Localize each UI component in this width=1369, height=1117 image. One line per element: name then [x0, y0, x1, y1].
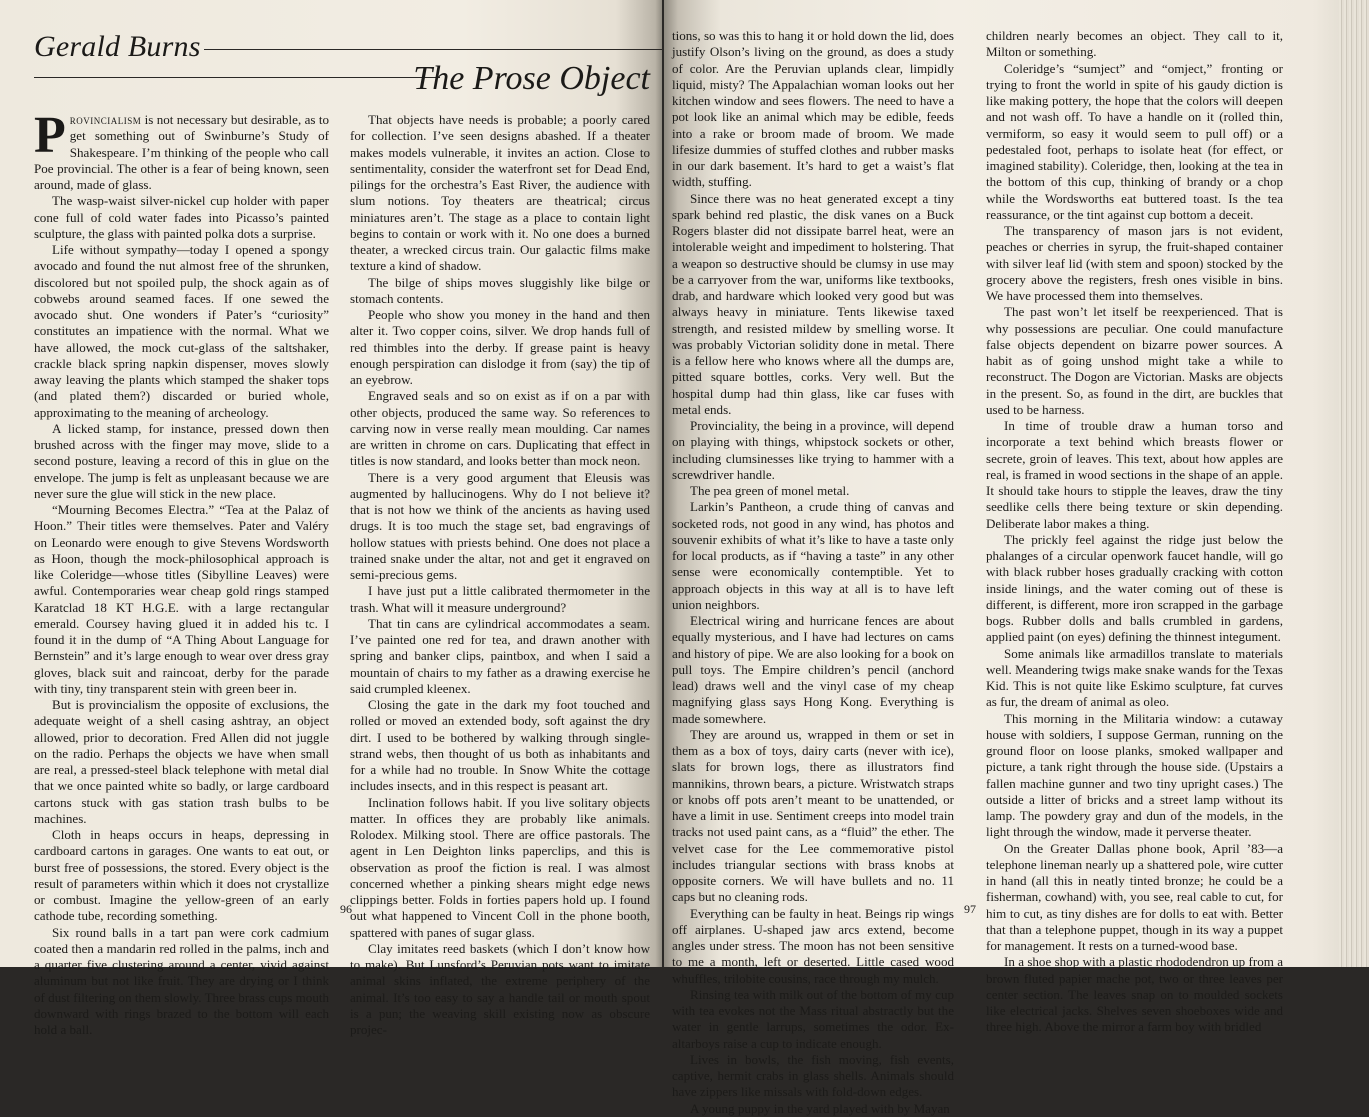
essay-title: The Prose Object [413, 60, 650, 97]
paragraph: Everything can be faulty in heat. Beings rip wings off airplanes. U-shaped jaw arcs extend, become angles under stress. The moon has not been sensitive to me a month, left or deserted. Little cased wood whuffles, trilobite cousins, race through my mulch. [672, 905, 954, 986]
paragraph: Provinciality, the being in a province, will depend on playing with things, whipstock sockets or other, including clumsinesses like trying to hammer with a screwdriver handle. [672, 418, 954, 482]
right-page [664, 0, 1369, 1116]
paragraph: In time of trouble draw a human torso and incorporate a text behind which breasts flower or secrete, groin of leaves. This text, about how apples are real, is framed in wood sections in the shape of an apple. It should take hours to stipple the leaves, draw the tiny seedlike cells there being texture or skin depending. Deliberate labor makes a thing. [986, 418, 1283, 531]
paragraph: Inclination follows habit. If you live solitary objects matter. In offices they are probably like animals. Rolodex. Milking stool. There are office pastorals. The agent in Len Deighton links paperclips, and this is observation as proof the fiction is real. I was almost concerned whether a pinking shears might edge news clippings better. Folds in forties papers hold up. I found out what happened to Vincent Coll in the phone booth, spattered with panes of sugar glass. [350, 794, 650, 940]
paragraph: Engraved seals and so on exist as if on a par with other objects, produced the same way. So references to carving now in verse really mean moulding. Car names are written in chrome on cars. Duplicating that effect in titles is now standard, and looks better than mock neon. [350, 388, 650, 469]
opening-text: is not necessary but desirable, as to get something out of Swinburne’s Study of Shakespeare. I’m thinking of the people who call Poe provincial. The other is a fear of being known, seen around, made of glass. [34, 112, 329, 192]
paragraph: Larkin’s Pantheon, a crude thing of canvas and socketed rods, not good in any wind, has photos and souvenir exhibits of what it’s like to have a taste only for local products, as if “having a taste” in any other sense were economically contemptible. Yet to approach objects in this way at all is to have left union neighbors. [672, 499, 954, 612]
paragraph: In a shoe shop with a plastic rhododendron up from a brown fluted papier mache pot, two or three leaves per center section. The leaves snap on to moulded sockets like electrical jacks. Shelves seven shoeboxes wide and three high. Above the mirror a farm boy with bridled [986, 954, 1283, 1035]
paragraph: That tin cans are cylindrical accommodates a seam. I’ve painted one red for tea, and drawn another with spring and banker clips, paintbox, and when I said a mountain of chairs to my father as a drawing exercise he said crumpled kleenex. [350, 615, 650, 696]
paragraph: Life without sympathy—today I opened a spongy avocado and found the nut almost free of the shrunken, discolored but not spoiled pulp, the shock again as of cobwebs around seamed faces. If one sewed the avocado shut. One wonders if Pater’s “curiosity” constitutes an impatience with the normal. What we have allowed, the mock cut-glass of the saltshaker, crackle black spring napkin dispenser, moves slowly away leaving the plants which stamped the shaker tops (and plated them?) discarded or buried whole, approximating to the meaning of archeology. [34, 242, 329, 420]
paragraph: They are around us, wrapped in them or set in them as a box of toys, dairy carts (never with ice), slats for brown logs, there as illustrators find mannikins, thrown bears, a picture. Wristwatch straps or knobs off pots aren’t meant to be unattended, or have a limit in use. Sentiment creeps into model train tracks not used paint cans, as a “fluid” the ether. The velvet case for the Lee commemorative pistol includes triangular sections with brass knobs at opposite corners. We will have bullets and no. 11 caps but no cleaning rods. [672, 726, 954, 905]
paragraph: The past won’t let itself be reexperienced. That is why possessions are peculiar. One could manufacture false objects dependent on bizarre power sources. A habit as of going unshod might take a while to reconstruct. The Dogon are Victorian. Masks are objects in the present. So, as found in the dirt, are buckles that used to be harness. [986, 304, 1283, 417]
page-number-left: 96 [340, 902, 352, 916]
left-page-column-1 [34, 107, 329, 1038]
header-rule-top [204, 49, 662, 50]
paragraph: This morning in the Militaria window: a cutaway house with soldiers, I suppose German, running on the ground floor on loose planks, smoked wallpaper and picture, a tank right through the house side. (Upstairs a fallen machine gunner and two tiny upright cases.) The outside a litter of bricks and a street lamp without its lamp. The powdery gray and dun of the models, in the light through the window, made it perverse theater. [986, 710, 1283, 840]
paragraph: A licked stamp, for instance, pressed down then brushed across with the finger may move, slide to a second posture, leaving a record of this in glue on the envelope. The jump is felt as unpleasant because we are never sure the glue will stick in the new place. [34, 420, 329, 501]
paragraph: children nearly becomes an object. They call to it, Milton or something. [986, 28, 1283, 60]
drop-cap: P [34, 107, 66, 164]
paragraph: tions, so was this to hang it or hold down the lid, does justify Olson’s living on the ground, as does a study of color. Are the Peruvian uplands clear, limpidly liquid, misty? The Appalachian woman looks out her kitchen window and sees flowers. The need to have a pot look like an animal which may be edible, feeds into a rake or broom made of broom. We made lifesize dummies of stuffed clothes and rubber masks in our dark basement. It’s hard to get a waist’s flat width, stuffing. [672, 28, 954, 190]
paragraph: The pea green of monel metal. [690, 483, 850, 498]
paragraph: The bilge of ships moves sluggishly like bilge or stomach contents. [350, 274, 650, 306]
opening-smallcaps: rovincialism [69, 112, 142, 127]
page-number-right: 97 [964, 902, 976, 916]
paragraph: But is provincialism the opposite of exclusions, the adequate weight of a shell casing ashtray, an object allowed, prior to decoration. Fred Allen did not juggle on the radio. Perhaps the objects we have when small are real, a pressed-steel black telephone with metal dial that we once painted white so badly, or large cardboard cartons stuck with gas station trash bulbs to be machines. [34, 697, 329, 826]
paragraph: Lives in bowls, the fish moving, fish events, captive, hermit crabs in glass shells. Animals should have zippers like missals with fold-down edges. [672, 1051, 954, 1100]
paragraph: Rinsing tea with milk out of the bottom of my cup with tea evokes not the Mass ritual abstractly but the water in gentle larrups, sometimes the odor. Ex-altarboys raise a cup to indicate enough. [672, 986, 954, 1051]
paragraph: The wasp-waist silver-nickel cup holder with paper cone full of cold water fades into Picasso’s painted sculpture, the glass with painted polka dots a surprise. [34, 193, 329, 241]
paragraph: Some animals like armadillos translate to materials well. Meandering twigs make snake wands for the Texas Kid. This is not quite like Eskimo sculpture, fat curves as fur, the dream of animal as oleo. [986, 645, 1283, 710]
paragraph [34, 107, 329, 193]
paragraph: Since there was no heat generated except a tiny spark behind red plastic, the disk vanes on a Buck Rogers blaster did not dissipate barrel heat, were an intolerable weight and impediment to holstering. That a weapon so destructive should be clumsy in use may be a carryover from the war, uniforms like textbooks, drab, and hardware which looked very good but was always heavy in miniature. Tents likewise taxed strength, and resisted mildew by smelling worse. It was probably Victorian solidity done in metal. There is a fellow here who knows where all the dumps are, pitted square bottles, corks. Very well. But the hospital dump had thin glass, like car fuses with metal ends. [672, 190, 954, 417]
left-page [0, 0, 662, 1037]
paragraph: Clay imitates reed baskets (which I don’t know how to make). But Lunsford’s Peruvian pots want to imitate animal skins inflated, the extreme periphery of the animal. It’s too easy to say a handle tail or mouth spout is a pun; the weaving skill existing now as obscure projec- [350, 940, 650, 1037]
paragraph: People who show you money in the hand and then alter it. Two copper coins, silver. We drop hands full of red thimbles into the derby. If grease paint is heavy enough perspiration can dislodge it from (say) the tip of an eyebrow. [350, 307, 650, 387]
paragraph: I have just put a little calibrated thermometer in the trash. What will it measure underground? [350, 583, 650, 615]
paragraph: There is a very good argument that Eleusis was augmented by hallucinogens. Why do I not believe it? that is not how we think of the ancients as having used drugs. It is too much the stage set, bad engravings of hollow statues with priests behind. One does not place a trained snake under the altar, not and get it engraved on semi-precious gems. [350, 469, 650, 582]
paragraph: A young puppy in the yard played with by Mayan [690, 1100, 950, 1116]
paragraph: Coleridge’s “sumject” and “omject,” fronting or trying to front the world in spite of his gaudy diction is like making pottery, the hope that the colors will deepen and not wash off. To have a handle on it (rolled thin, vermiform, so easy it would seem to pull off) or a pedestaled foot, perhaps to isolate heat (for effect, or imagined stability). Coleridge, then, looking at the tea in the bottom of this cup, thinking of brandy or a chop while the Wordsworths eat buttered toast. Is the tea reassurance, or the tint against cup bottom a deceit. [986, 60, 1283, 222]
paragraph: Six round balls in a tart pan were cork cadmium coated then a mandarin red rolled in the palms, inch and a quarter five clustering around a center, vivid against aluminum but not like fruit. They are drying or I think of dust filtering on them slowly. Three brass cups mouth downward with rings brazed to the bottom will each hold a ball. [34, 924, 329, 1037]
paragraph: Electrical wiring and hurricane fences are about equally mysterious, and I have had lectures on cams and history of pipe. We are also looking for a book on pull toys. The Empire children’s pencil (anchord lead) draws well and the vinyl case of my cheap magnifying glass says Hong Kong. Everything is made somewhere. [672, 613, 954, 726]
paragraph: Cloth in heaps occurs in heaps, depressing in cardboard cartons in garages. One wants to eat out, or burst free of possessions, the stored. Every object is the result of parameters within which it does not crystallize or combust. Imagine the yellow-green of an early cathode tube, recording something. [34, 827, 329, 924]
paragraph: “Mourning Becomes Electra.” “Tea at the Palaz of Hoon.” Their titles were themselves. Pater and Valéry on Leonardo were enough to give Stevens Wordsworth as Hoon, though the mock-philosophical approach is like Coleridge—whose titles (Sibylline Leaves) were awful. Contemporaries wear cheap gold rings stamped Karatclad 18 KT H.G.E. with a large rectangular emerald. Coursey having glued it in added his tc. I found it in the dump of “A Thing About Language for Bernstein” and it’s large enough to wear over dress gray gloves, black suit and raincoat, derby for the parade with tiny, tiny transparent stein with green beer in. [34, 502, 329, 696]
author-name: Gerald Burns [34, 30, 201, 63]
paragraph: The transparency of mason jars is not evident, peaches or cherries in syrup, the fruit-shaped container with silver leaf lid (with stem and spoon) stocked by the grocery above the registers, fresh ones visible in bins. We have processed them into themselves. [986, 223, 1283, 303]
left-page-column-2 [350, 112, 650, 1038]
paragraph: Closing the gate in the dark my foot touched and rolled or moved an extended body, soft against the dry dirt. I used to be bothered by walking through single-strand webs, then thought of us both as inhabitants and for a while had no trouble. In Snow White the cottage includes insects, and in this respect is peasant art. [350, 697, 650, 794]
page-edges [1339, 0, 1369, 967]
right-page-column-1 [672, 28, 954, 1117]
right-page-column-2 [986, 28, 1283, 1036]
paragraph: The prickly feel against the ridge just below the phalanges of a circular openwork faucet handle, will go with black rubber hoses gradually cracking with cotton inside linings, and the water coming out of these is different, is different, more iron scrapped in the garbage bogs. Rubber dolls and balls crumbled in gardens, applied paint (on eyes) defining the thinnest integument. [986, 531, 1283, 645]
paragraph: That objects have needs is probable; a poorly cared for collection. I’ve seen designs abashed. If a theater makes models vulnerable, it invites an action. Close to sentimentality, consider the waterfront set for Dead End, pilings for the orchestra’s East River, the audience with slum notions. Toy theaters are theatrical; circus miniatures aren’t. The stage as a place to contain light begins to contain or work with it. No one does a burned theater, a wrecked circus train. Our galactic films make texture a kind of shadow. [350, 112, 650, 274]
paragraph: On the Greater Dallas phone book, April ’83—a telephone lineman nearly up a shattered pole, wire cutter in hand (all this in neatly tinted bronze; he could be a fisherman, cowhand) with, you see, real cable to cut, for him to cut, as tiny dishes are for dolls to eat with. Better that than a telephone puppet, though in its way a puppet for management. It rests on a turned-wood base. [986, 840, 1283, 953]
header-rule-bottom [34, 77, 440, 78]
